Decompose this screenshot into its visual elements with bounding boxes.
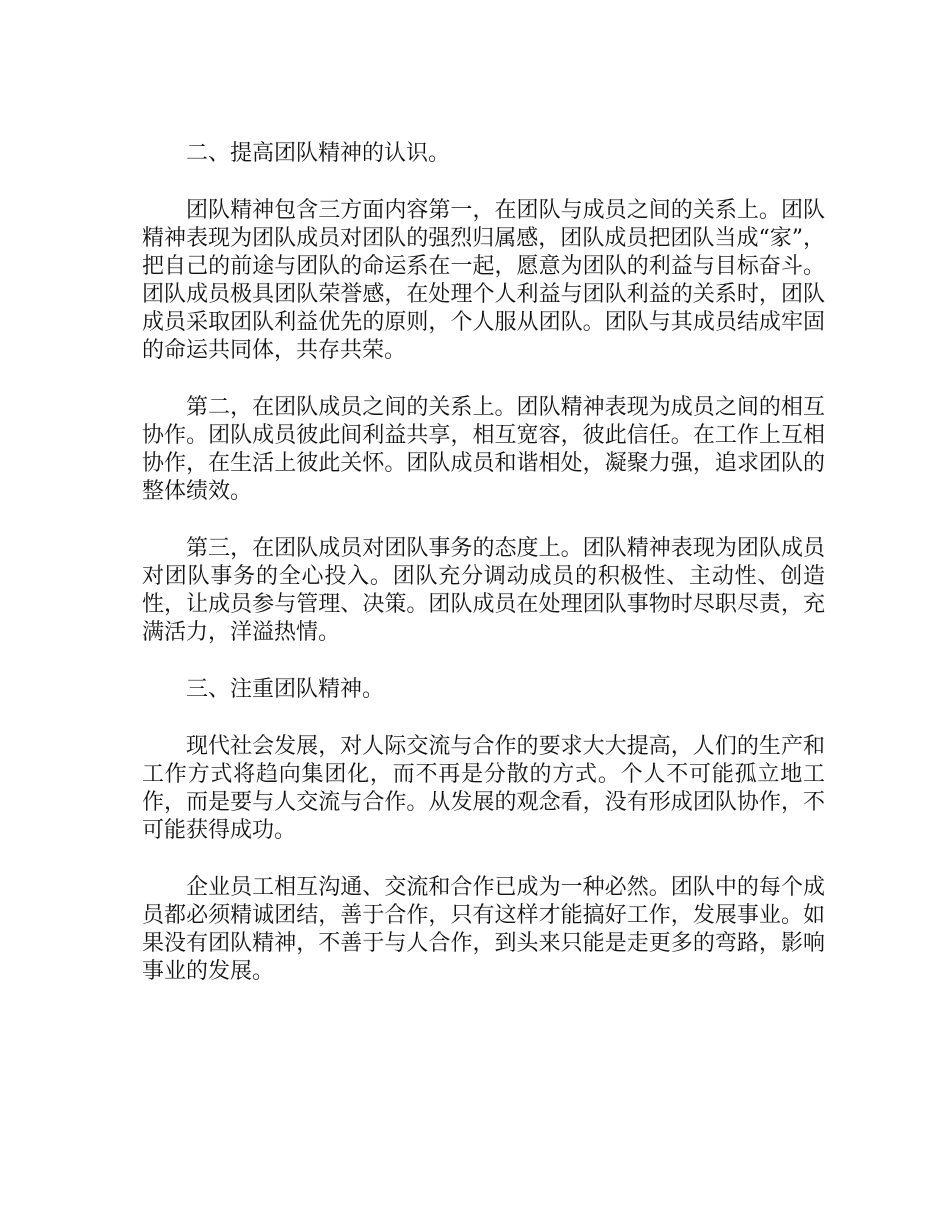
paragraph-social-development: 现代社会发展，对人际交流与合作的要求大大提高，人们的生产和工作方式将趋向集团化，而不再是分散的方式。个人不可能孤立地工作，而是要与人交流与合作。从发展的观念看，没有形成团队协作，不可能获得成功。 bbox=[142, 734, 825, 843]
paragraph-team-spirit-first: 团队精神包含三方面内容第一，在团队与成员之间的关系上。团队精神表现为团队成员对团队的强烈归属感，团队成员把团队当成“家”，把自己的前途与团队的命运系在一起，愿意为团队的利益与目标奋斗。团队成员极具团队荣誉感，在处理个人利益与团队利益的关系时，团队成员采取团队利益优先的原则，个人服从团队。团队与其成员结成牢固的命运共同体，共存共荣。 bbox=[142, 198, 825, 363]
paragraph-team-spirit-third: 第三，在团队成员对团队事务的态度上。团队精神表现为团队成员对团队事务的全心投入。团队充分调动成员的积极性、主动性、创造性，让成员参与管理、决策。团队成员在处理团队事物时尽职尽责，充满活力，洋溢热情。 bbox=[142, 536, 825, 645]
section-heading-2: 二、提高团队精神的认识。 bbox=[186, 141, 451, 166]
paragraph-team-spirit-second: 第二，在团队成员之间的关系上。团队精神表现为成员之间的相互协作。团队成员彼此间利益共享，相互宽容，彼此信任。在工作上互相协作，在生活上彼此关怀。团队成员和谐相处，凝聚力强，追求团队的整体绩效。 bbox=[142, 395, 825, 504]
section-heading-3: 三、注重团队精神。 bbox=[186, 677, 385, 702]
document-body bbox=[142, 140, 825, 1015]
paragraph-employee-cooperation: 企业员工相互沟通、交流和合作已成为一种必然。团队中的每个成员都必须精诚团结，善于合作，只有这样才能搞好工作，发展事业。如果没有团队精神，不善于与人合作，到头来只能是走更多的弯路，影响事业的发展。 bbox=[142, 875, 825, 984]
